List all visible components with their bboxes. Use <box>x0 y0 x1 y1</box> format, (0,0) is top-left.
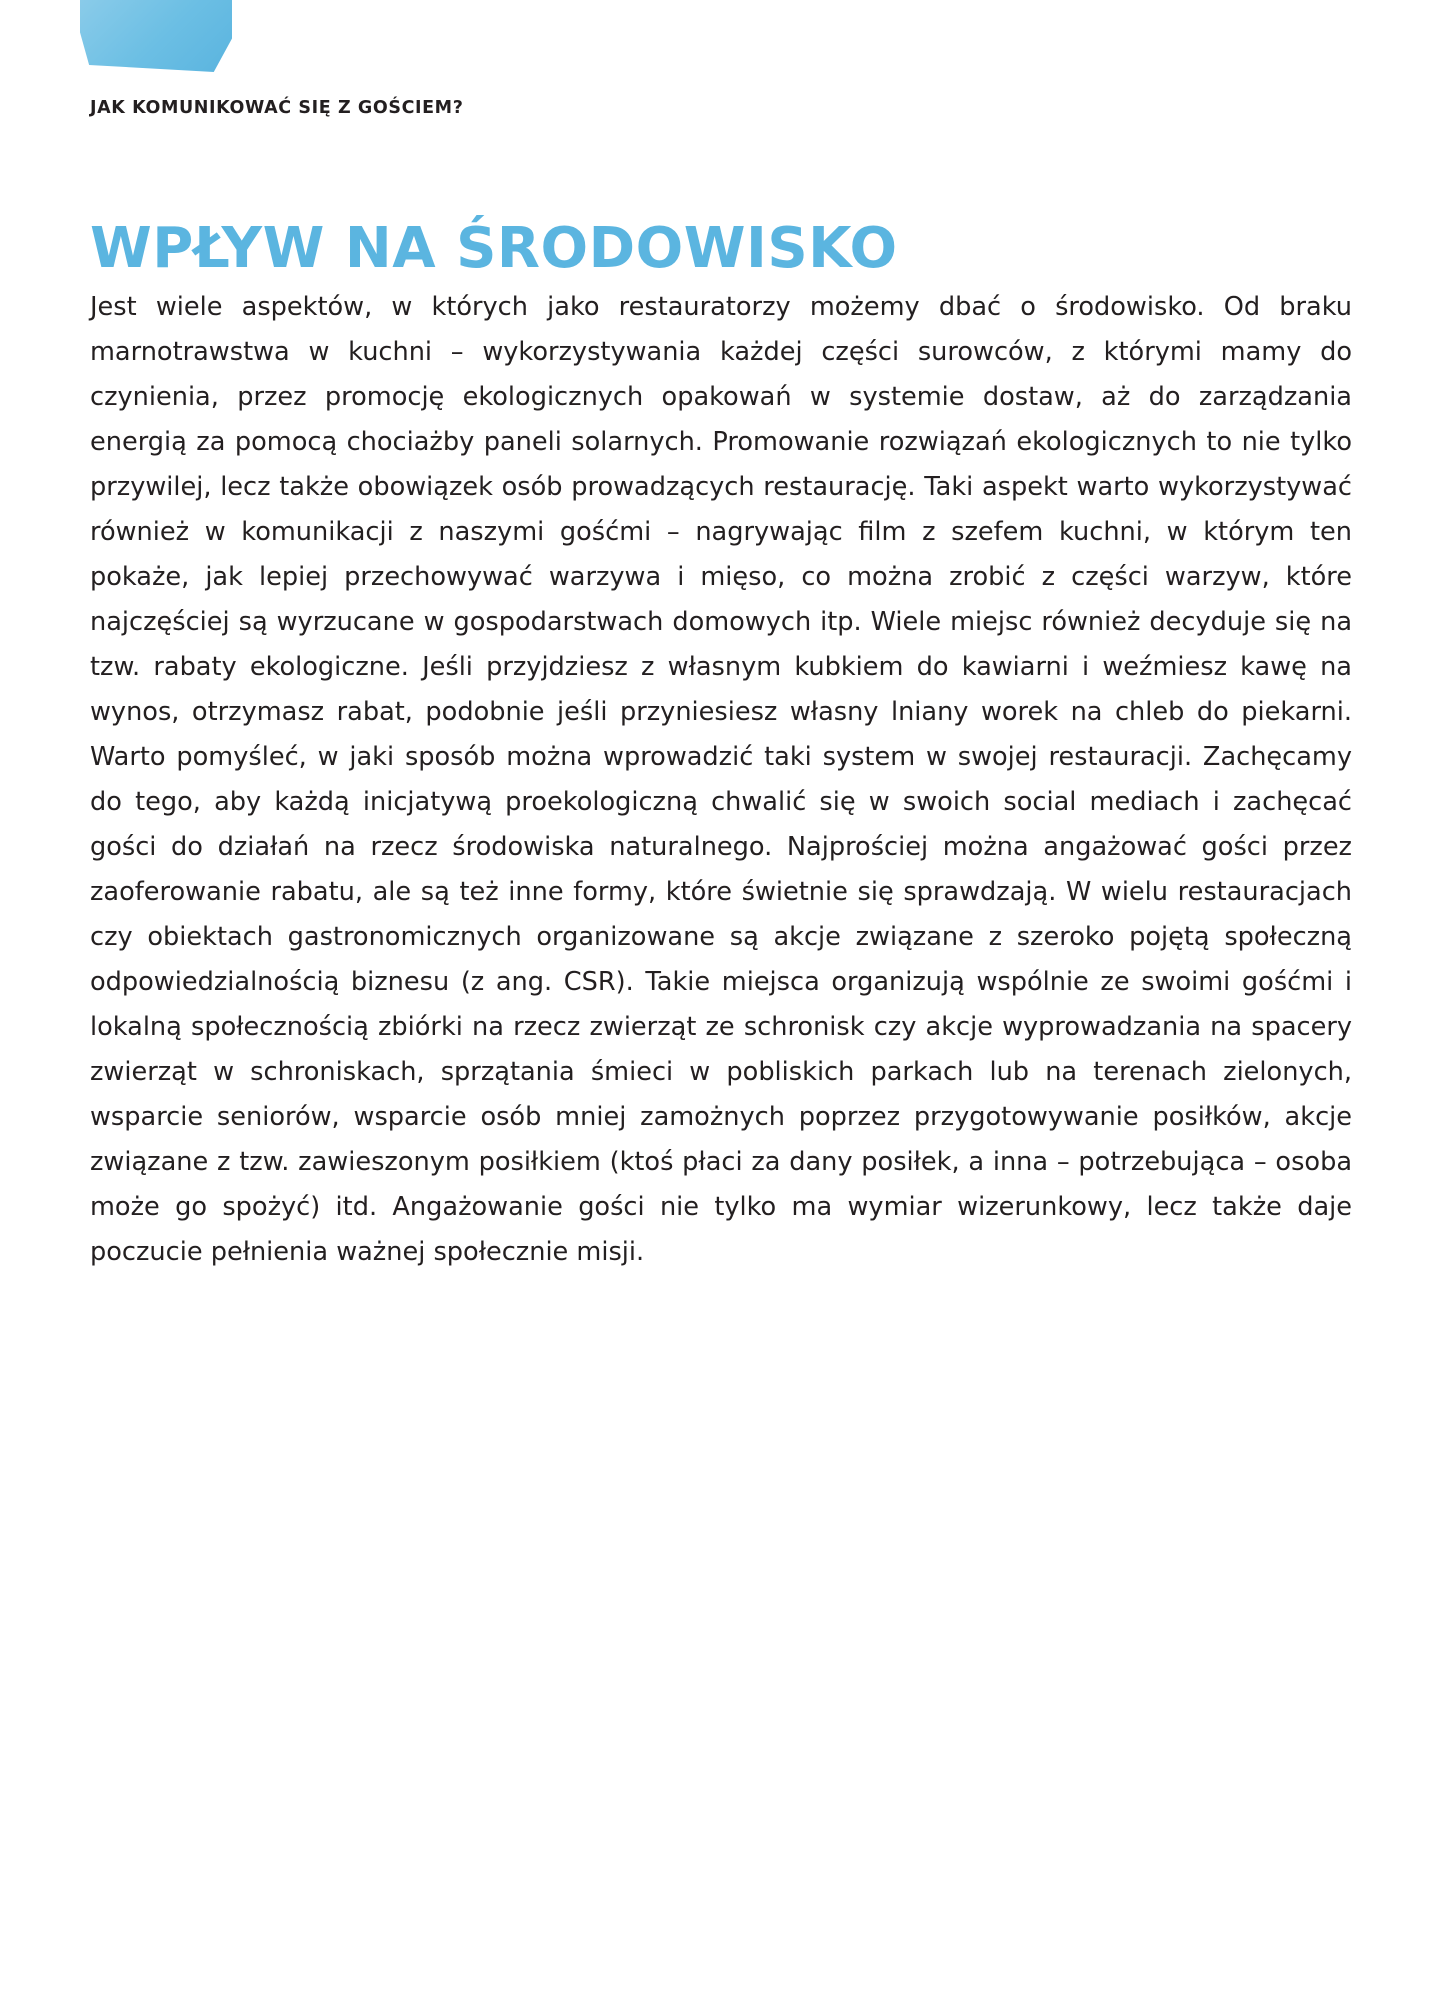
running-head: JAK KOMUNIKOWAĆ SIĘ Z GOŚCIEM? <box>90 98 464 118</box>
body-text <box>90 285 1352 1275</box>
body-paragraph: Jest wiele aspektów, w których jako restauratorzy możemy dbać o środowisko. Od braku marnotrawstwa w kuchni – wykorzystywania każdej części surowców, z którymi mamy do czynienia, przez promocję ekologicznych opakowań w systemie dostaw, aż do zarządzania energią za pomocą chociażby paneli solarnych. Promowanie rozwiązań ekologicznych to nie tylko przywilej, lecz także obowiązek osób prowadzących restaurację. Taki aspekt warto wykorzystywać również w komunikacji z naszymi gośćmi – nagrywając film z szefem kuchni, w którym ten pokaże, jak lepiej przechowywać warzywa i mięso, co można zrobić z części warzyw, które najczęściej są wyrzucane w gospodarstwach domowych itp. Wiele miejsc również decyduje się na tzw. rabaty ekologiczne. Jeśli przyjdziesz z własnym kubkiem do kawiarni i weźmiesz kawę na wynos, otrzymasz rabat, podobnie jeśli przyniesiesz własny lniany worek na chleb do piekarni. Warto pomyśleć, w jaki sposób można wprowadzić taki system w swojej restauracji. Zachęcamy do tego, aby każdą inicjatywą proekologiczną chwalić się w swoich social mediach i zachęcać gości do działań na rzecz środowiska naturalnego. Najprościej można angażować gości przez zaoferowanie rabatu, ale są też inne formy, które świetnie się sprawdzają. W wielu restauracjach czy obiektach gastronomicznych organizowane są akcje związane z szeroko pojętą społeczną odpowiedzialnością biznesu (z ang. CSR). Takie miejsca organizują wspólnie ze swoimi gośćmi i lokalną społecznością zbiórki na rzecz zwierząt ze schronisk czy akcje wyprowadzania na spacery zwierząt w schroniskach, sprzątania śmieci w pobliskich parkach lub na terenach zielonych, wsparcie seniorów, wsparcie osób mniej zamożnych poprzez przygotowywanie posiłków, akcje związane z tzw. zawieszonym posiłkiem (ktoś płaci za dany posiłek, a inna – potrzebująca – osoba może go spożyć) itd. Angażowanie gości nie tylko ma wymiar wizerunkowy, lecz także daje poczucie pełnienia ważnej społecznie misji. <box>90 292 1352 1267</box>
decorative-corner-shape <box>80 0 232 72</box>
page-title: WPŁYW NA ŚRODOWISKO <box>90 215 898 281</box>
